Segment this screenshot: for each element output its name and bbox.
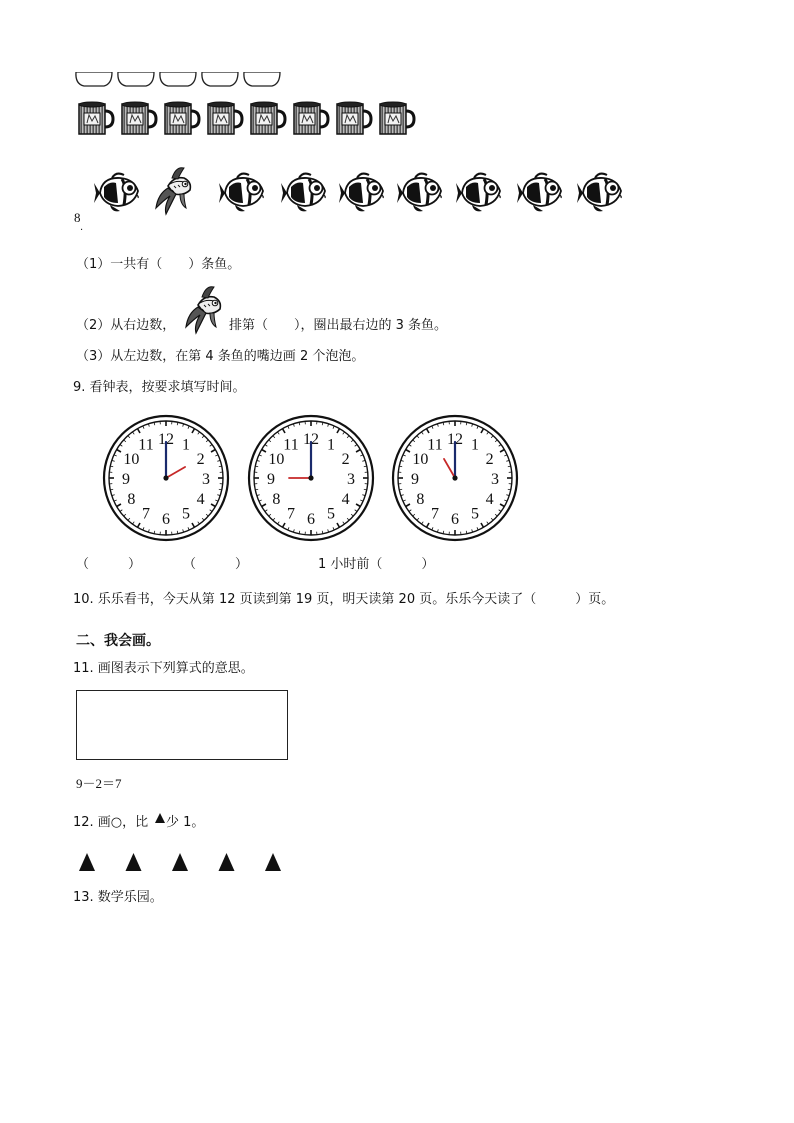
mugs-row-image [76, 101, 416, 139]
clock-number: 4 [341, 491, 350, 508]
q12-suffix: 少 1。 [166, 815, 205, 830]
clock-number: 11 [427, 436, 443, 454]
q8-part1: （1）一共有（ ）条鱼。 [76, 257, 241, 272]
q8-part2-suffix: 排第（ ），圈出最右边的 3 条鱼。 [229, 318, 448, 333]
triangle-icon [172, 853, 188, 871]
clock-number: 3 [491, 471, 499, 488]
clock-number: 8 [272, 491, 281, 508]
cups-row-image [70, 60, 300, 90]
clock-number: 7 [287, 505, 295, 523]
clock-number: 1 [327, 436, 335, 454]
clock-number: 9 [122, 471, 130, 488]
q13-title: 13. 数学乐园。 [73, 890, 163, 905]
clock-number: 7 [142, 505, 150, 523]
q11-equation: 9－2＝7 [76, 776, 122, 791]
clock-number: 6 [451, 511, 459, 528]
clock-number: 11 [138, 436, 154, 454]
clock-number: 4 [485, 491, 494, 508]
q8-number: 8 [74, 210, 81, 225]
clock-3 [393, 416, 517, 540]
clock-2 [249, 416, 373, 540]
clock-number: 2 [196, 451, 205, 468]
clock-number: 12 [447, 431, 463, 448]
clocks [100, 412, 540, 547]
clock-number: 9 [411, 471, 419, 488]
q9-title: 9. 看钟表，按要求填写时间。 [73, 380, 246, 395]
q9-blank2: （ ） [183, 557, 249, 572]
clock-number: 8 [127, 491, 136, 508]
triangle-icon [154, 812, 166, 824]
clock-number: 2 [485, 451, 494, 468]
q11-drawing-box[interactable] [76, 690, 288, 760]
clock-number: 6 [307, 511, 315, 528]
clock-number: 10 [123, 451, 140, 468]
q8-part3: （3）从左边数，在第 4 条鱼的嘴边画 2 个泡泡。 [76, 349, 365, 364]
triangle-icon [79, 853, 95, 871]
clock-number: 2 [341, 451, 350, 468]
triangle-icon [219, 853, 235, 871]
clock-number: 7 [431, 505, 439, 523]
clock-number: 3 [202, 471, 210, 488]
clock-number: 4 [196, 491, 205, 508]
clock-number: 5 [327, 505, 335, 523]
clock-number: 5 [182, 505, 190, 523]
clock-number: 1 [471, 436, 479, 454]
q9-blank1: （ ） [76, 557, 142, 572]
q9-blank3: 1 小时前（ ） [318, 557, 435, 572]
triangles-row [76, 852, 296, 874]
clock-number: 1 [182, 436, 190, 454]
q10-text: 10. 乐乐看书，今天从第 12 页读到第 19 页，明天读第 20 页。乐乐今天读了（ ）页。 [73, 592, 615, 607]
clock-1 [104, 416, 228, 540]
clock-number: 10 [268, 451, 285, 468]
clock-number: 12 [303, 431, 319, 448]
goldfish-icon [180, 283, 228, 333]
clock-number: 10 [412, 451, 429, 468]
clock-number: 9 [267, 471, 275, 488]
clock-number: 5 [471, 505, 479, 523]
q8-dot: . [80, 222, 84, 233]
q8-part2-prefix: （2）从右边数， [76, 318, 176, 333]
clock-number: 8 [416, 491, 425, 508]
triangle-icon [265, 853, 281, 871]
fish-row-image [94, 164, 634, 216]
clock-number: 6 [162, 511, 170, 528]
clock-number: 12 [158, 431, 174, 448]
q11-title: 11. 画图表示下列算式的意思。 [73, 661, 254, 676]
clock-number: 11 [283, 436, 299, 454]
triangle-icon [126, 853, 142, 871]
clock-number: 3 [347, 471, 355, 488]
q12-prefix: 12. 画○，比 [73, 815, 149, 830]
section-2-title: 二、我会画。 [76, 633, 160, 649]
